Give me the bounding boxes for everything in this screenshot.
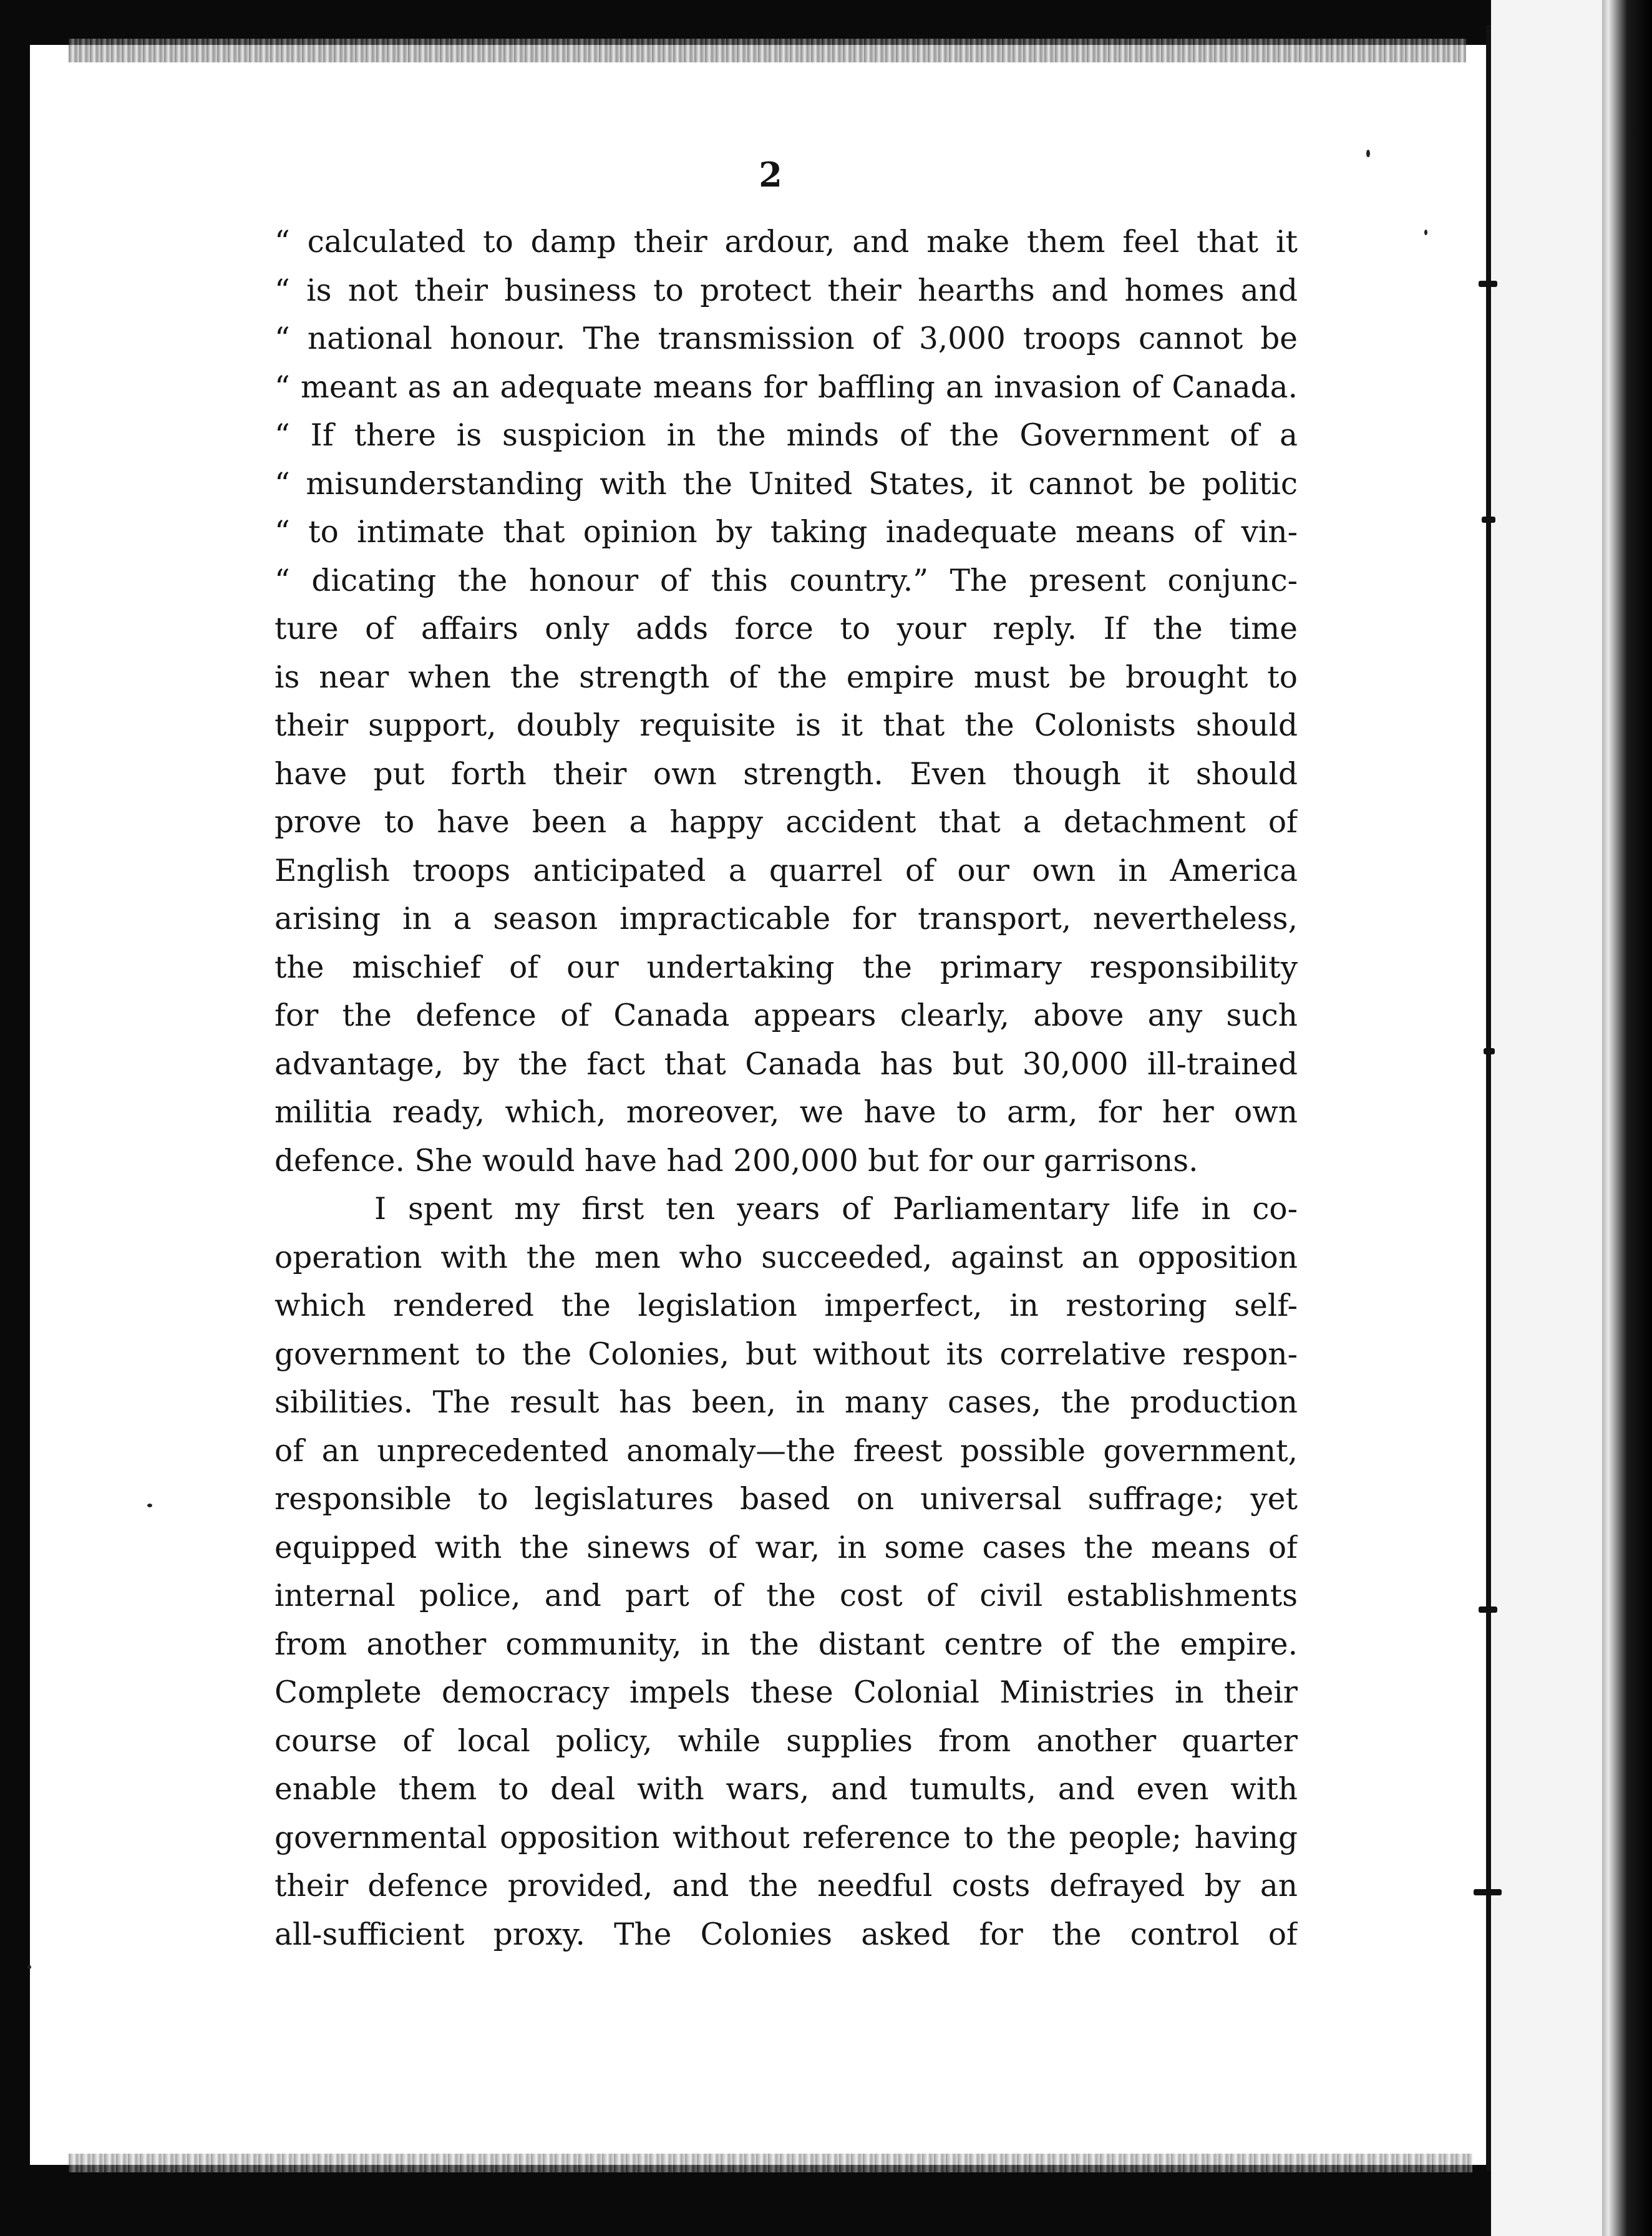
binding-mark (1482, 517, 1495, 523)
text-line: equipped with the sinews of war, in some cases the means of (275, 1530, 1298, 1565)
page-edge (1486, 25, 1491, 2171)
text-line: governmental opposition without reference to the people; having (275, 1820, 1298, 1855)
scan-left-border (0, 0, 30, 2236)
text-line: ture of affairs only adds force to your reply. If the time (275, 611, 1298, 646)
text-line: “ national honour. The transmission of 3,000 troops cannot be (275, 321, 1298, 356)
text-line: advantage, by the fact that Canada has but 30,000 ill-trained (275, 1046, 1298, 1082)
text-line: government to the Colonies, but without its correlative respon- (275, 1336, 1298, 1372)
text-line: the mischief of our undertaking the primary responsibility (275, 950, 1298, 985)
text-line: for the defence of Canada appears clearly, above any such (275, 998, 1298, 1033)
scan-bottom-noise (69, 2154, 1472, 2172)
text-line: is near when the strength of the empire must be brought to (275, 659, 1298, 695)
text-line: “ If there is suspicion in the minds of the Government of a (275, 418, 1298, 453)
page-number: 2 (759, 155, 782, 195)
text-line: I spent my first ten years of Parliamentary life in co- (374, 1192, 1298, 1227)
text-line: “ dicating the honour of this country.” The present conjunc- (275, 563, 1298, 598)
text-line: “ is not their business to protect their hearths and homes and (275, 273, 1298, 308)
text-line: enable them to deal with wars, and tumults, and even with (275, 1772, 1298, 1807)
text-line: internal police, and part of the cost of civil establishments (275, 1578, 1298, 1613)
scan-speck (27, 1965, 31, 1969)
binding-mark (1479, 281, 1497, 287)
text-line: course of local policy, while supplies from another quarter (275, 1723, 1298, 1759)
text-line: sibilities. The result has been, in many cases, the production (275, 1385, 1298, 1420)
text-line: arising in a season impracticable for transport, nevertheless, (275, 902, 1298, 936)
text-line: militia ready, which, moreover, we have to arm, for her own (275, 1095, 1298, 1130)
scan-top-noise (69, 39, 1466, 62)
text-line: English troops anticipated a quarrel of our own in America (275, 853, 1298, 888)
text-line: defence. She would have had 200,000 but for our garrisons. (275, 1143, 1198, 1179)
scan-right-border (1602, 0, 1652, 2236)
scan-speck (1366, 150, 1370, 157)
text-line: prove to have been a happy accident that a detachment of (275, 805, 1298, 840)
text-line: “ misunderstanding with the United States, it cannot be politic (275, 466, 1298, 502)
text-line: “ to intimate that opinion by taking inadequate means of vin- (275, 515, 1298, 550)
text-line: their defence provided, and the needful costs defrayed by an (275, 1869, 1298, 1903)
text-line: operation with the men who succeeded, against an opposition (275, 1240, 1298, 1275)
binding-mark (1479, 1607, 1497, 1613)
text-line: have put forth their own strength. Even though it should (275, 756, 1298, 792)
text-line: all-sufficient proxy. The Colonies asked for the control of (275, 1917, 1298, 1952)
body-text (275, 218, 1298, 1959)
text-line: of an unprecedented anomaly—the freest possible government, (275, 1433, 1298, 1469)
text-line: from another community, in the distant centre of the empire. (275, 1626, 1298, 1662)
scan-speck (1424, 230, 1427, 235)
text-line: which rendered the legislation imperfect, in restoring self- (275, 1288, 1298, 1323)
binding-mark (1484, 1048, 1495, 1054)
scan-bottom-border (0, 2165, 1652, 2236)
binding-mark (1474, 1889, 1502, 1895)
text-line: “ meant as an adequate means for baffling an invasion of Canada. (275, 369, 1298, 405)
text-line: Complete democracy impels these Colonial Ministries in their (275, 1675, 1298, 1710)
text-line: “ calculated to damp their ardour, and make them feel that it (275, 225, 1298, 260)
text-line: their support, doubly requisite is it that the Colonists should (275, 708, 1298, 743)
scan-speck (147, 1504, 152, 1507)
text-line: responsible to legislatures based on universal suffrage; yet (275, 1482, 1298, 1517)
